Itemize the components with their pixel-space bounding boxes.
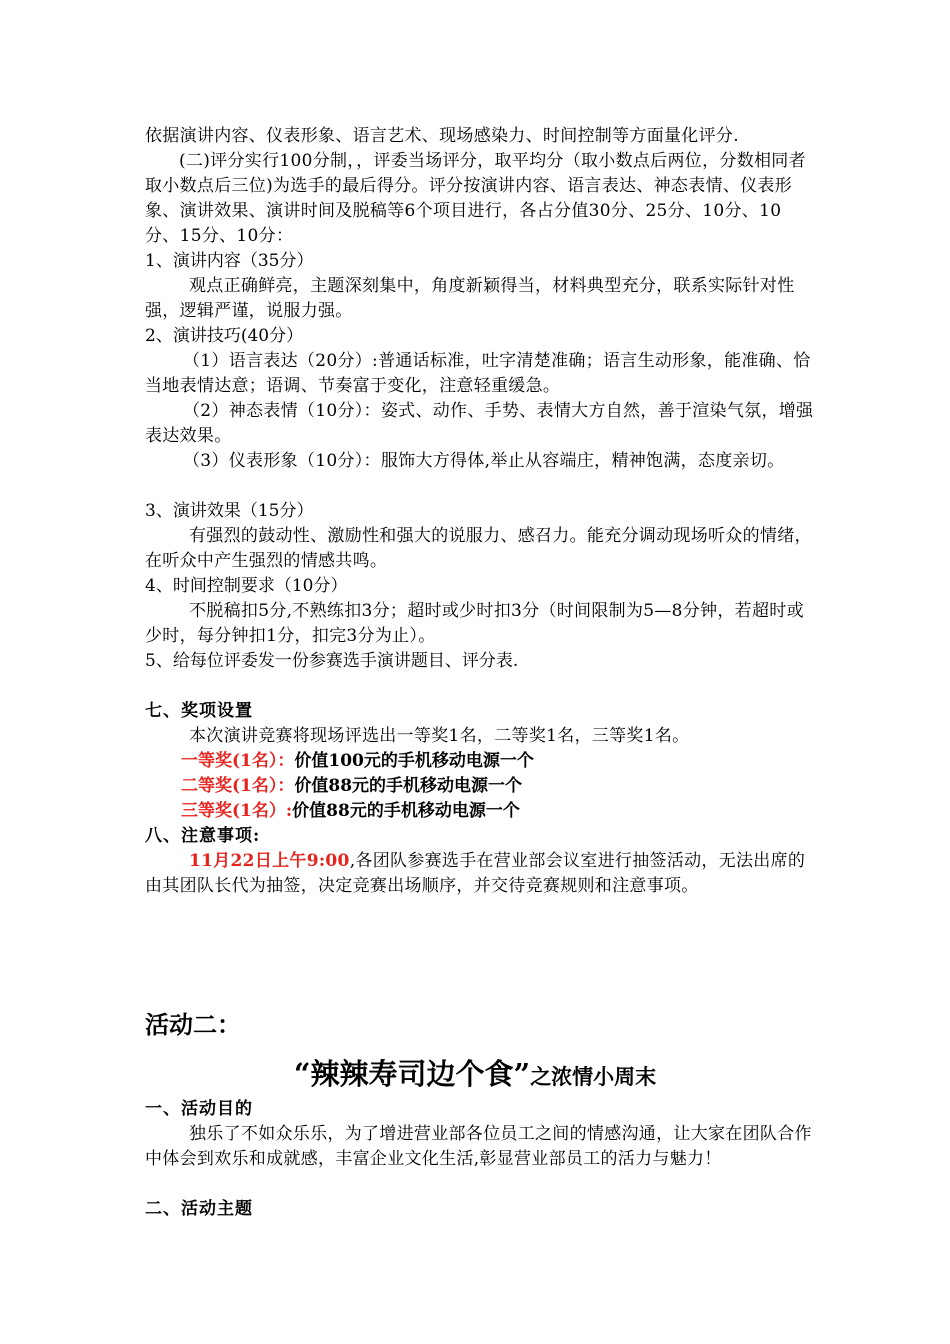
award-second-label: 二等奖(1名）： [181, 776, 295, 796]
purpose-text: 独乐了不如众乐乐，为了增进营业部各位员工之间的情感沟通，让大家在团队合作中体会到欢乐和成就感，丰富企业文化生活,彰显营业部员工的活力与魅力！ [145, 1124, 812, 1169]
award-third-prize: 价值88元的手机移动电源一个 [292, 801, 520, 821]
skill-appearance: （3）仪表形象（10分）：服饰大方得体,举止从容端庄，精神饱满，态度亲切。 [183, 451, 785, 471]
awards-heading: 七、奖项设置 [145, 701, 253, 721]
intro-line: 依据演讲内容、仪表形象、语言艺术、现场感染力、时间控制等方面量化评分. [145, 126, 739, 146]
award-first-label: 一等奖(1名）： [181, 751, 295, 771]
criterion-text-time: 不脱稿扣5分,不熟练扣3分；超时或少时扣3分（时间限制为5—8分钟，若超时或少时，每分钟扣1分，扣完3分为止）。 [145, 601, 804, 646]
award-second [181, 774, 522, 799]
criterion-heading-content: 1、演讲内容（35分） [145, 251, 314, 271]
criterion-text-effect: 有强烈的鼓动性、激励性和强大的说服力、感召力。能充分调动现场听众的情绪，在听众中产生强烈的情感共鸣。 [145, 526, 812, 571]
notes-heading: 八、注意事项: [145, 826, 261, 846]
awards-intro: 本次演讲竞赛将现场评选出一等奖1名，二等奖1名，三等奖1名。 [189, 726, 690, 746]
activity2-title-sub: 之浓情小周末 [530, 1064, 657, 1089]
activity2-label: 活动二： [145, 1010, 241, 1039]
criterion-heading-skills: 2、演讲技巧(40分） [145, 326, 304, 346]
activity2-title [0, 1052, 950, 1093]
criterion-heading-time: 4、时间控制要求（10分） [145, 576, 348, 596]
criterion-text-content: 观点正确鲜亮，主题深刻集中，角度新颖得当，材料典型充分，联系实际针对性强，逻辑严谨，说服力强。 [145, 276, 795, 321]
skill-language: （1）语言表达（20分）:普通话标准，吐字清楚准确；语言生动形象，能准确、恰当地表情达意；语调、节奏富于变化，注意轻重缓急。 [145, 351, 811, 396]
award-third [181, 799, 520, 824]
purpose-heading: 一、活动目的 [145, 1099, 253, 1119]
award-third-label: 三等奖(1名）: [181, 801, 293, 821]
activity2-title-main: “辣辣寿司边个食” [293, 1057, 531, 1091]
notes-text: ,各团队参赛选手在营业部会议室进行抽签活动，无法出席的由其团队长代为抽签，决定竞赛出场顺序，并交待竞赛规则和注意事项。 [145, 851, 806, 896]
award-first [181, 749, 534, 774]
criterion-heading-scoresheet: 5、给每位评委发一份参赛选手演讲题目、评分表. [145, 651, 519, 671]
criterion-heading-effect: 3、演讲效果（15分） [145, 501, 314, 521]
skill-expression: （2）神态表情（10分）：姿式、动作、手势、表情大方自然，善于渲染气氛，增强表达效果。 [145, 401, 814, 446]
scoring-paragraph: (二)评分实行100分制，，评委当场评分，取平均分（取小数点后两位，分数相同者取小数点后三位)为选手的最后得分。评分按演讲内容、语言表达、神态表情、仪表形象、演讲效果、演讲时间及脱稿等6个项目进行，各占分值30分、25分、10分、10分、15分、10分： [145, 151, 806, 246]
notes-paragraph [145, 849, 815, 899]
theme-heading: 二、活动主题 [145, 1199, 253, 1219]
notes-time: 11月22日上午9:00 [189, 851, 350, 871]
award-second-prize: 价值88元的手机移动电源一个 [294, 776, 523, 796]
award-first-prize: 价值100元的手机移动电源一个 [294, 751, 534, 771]
